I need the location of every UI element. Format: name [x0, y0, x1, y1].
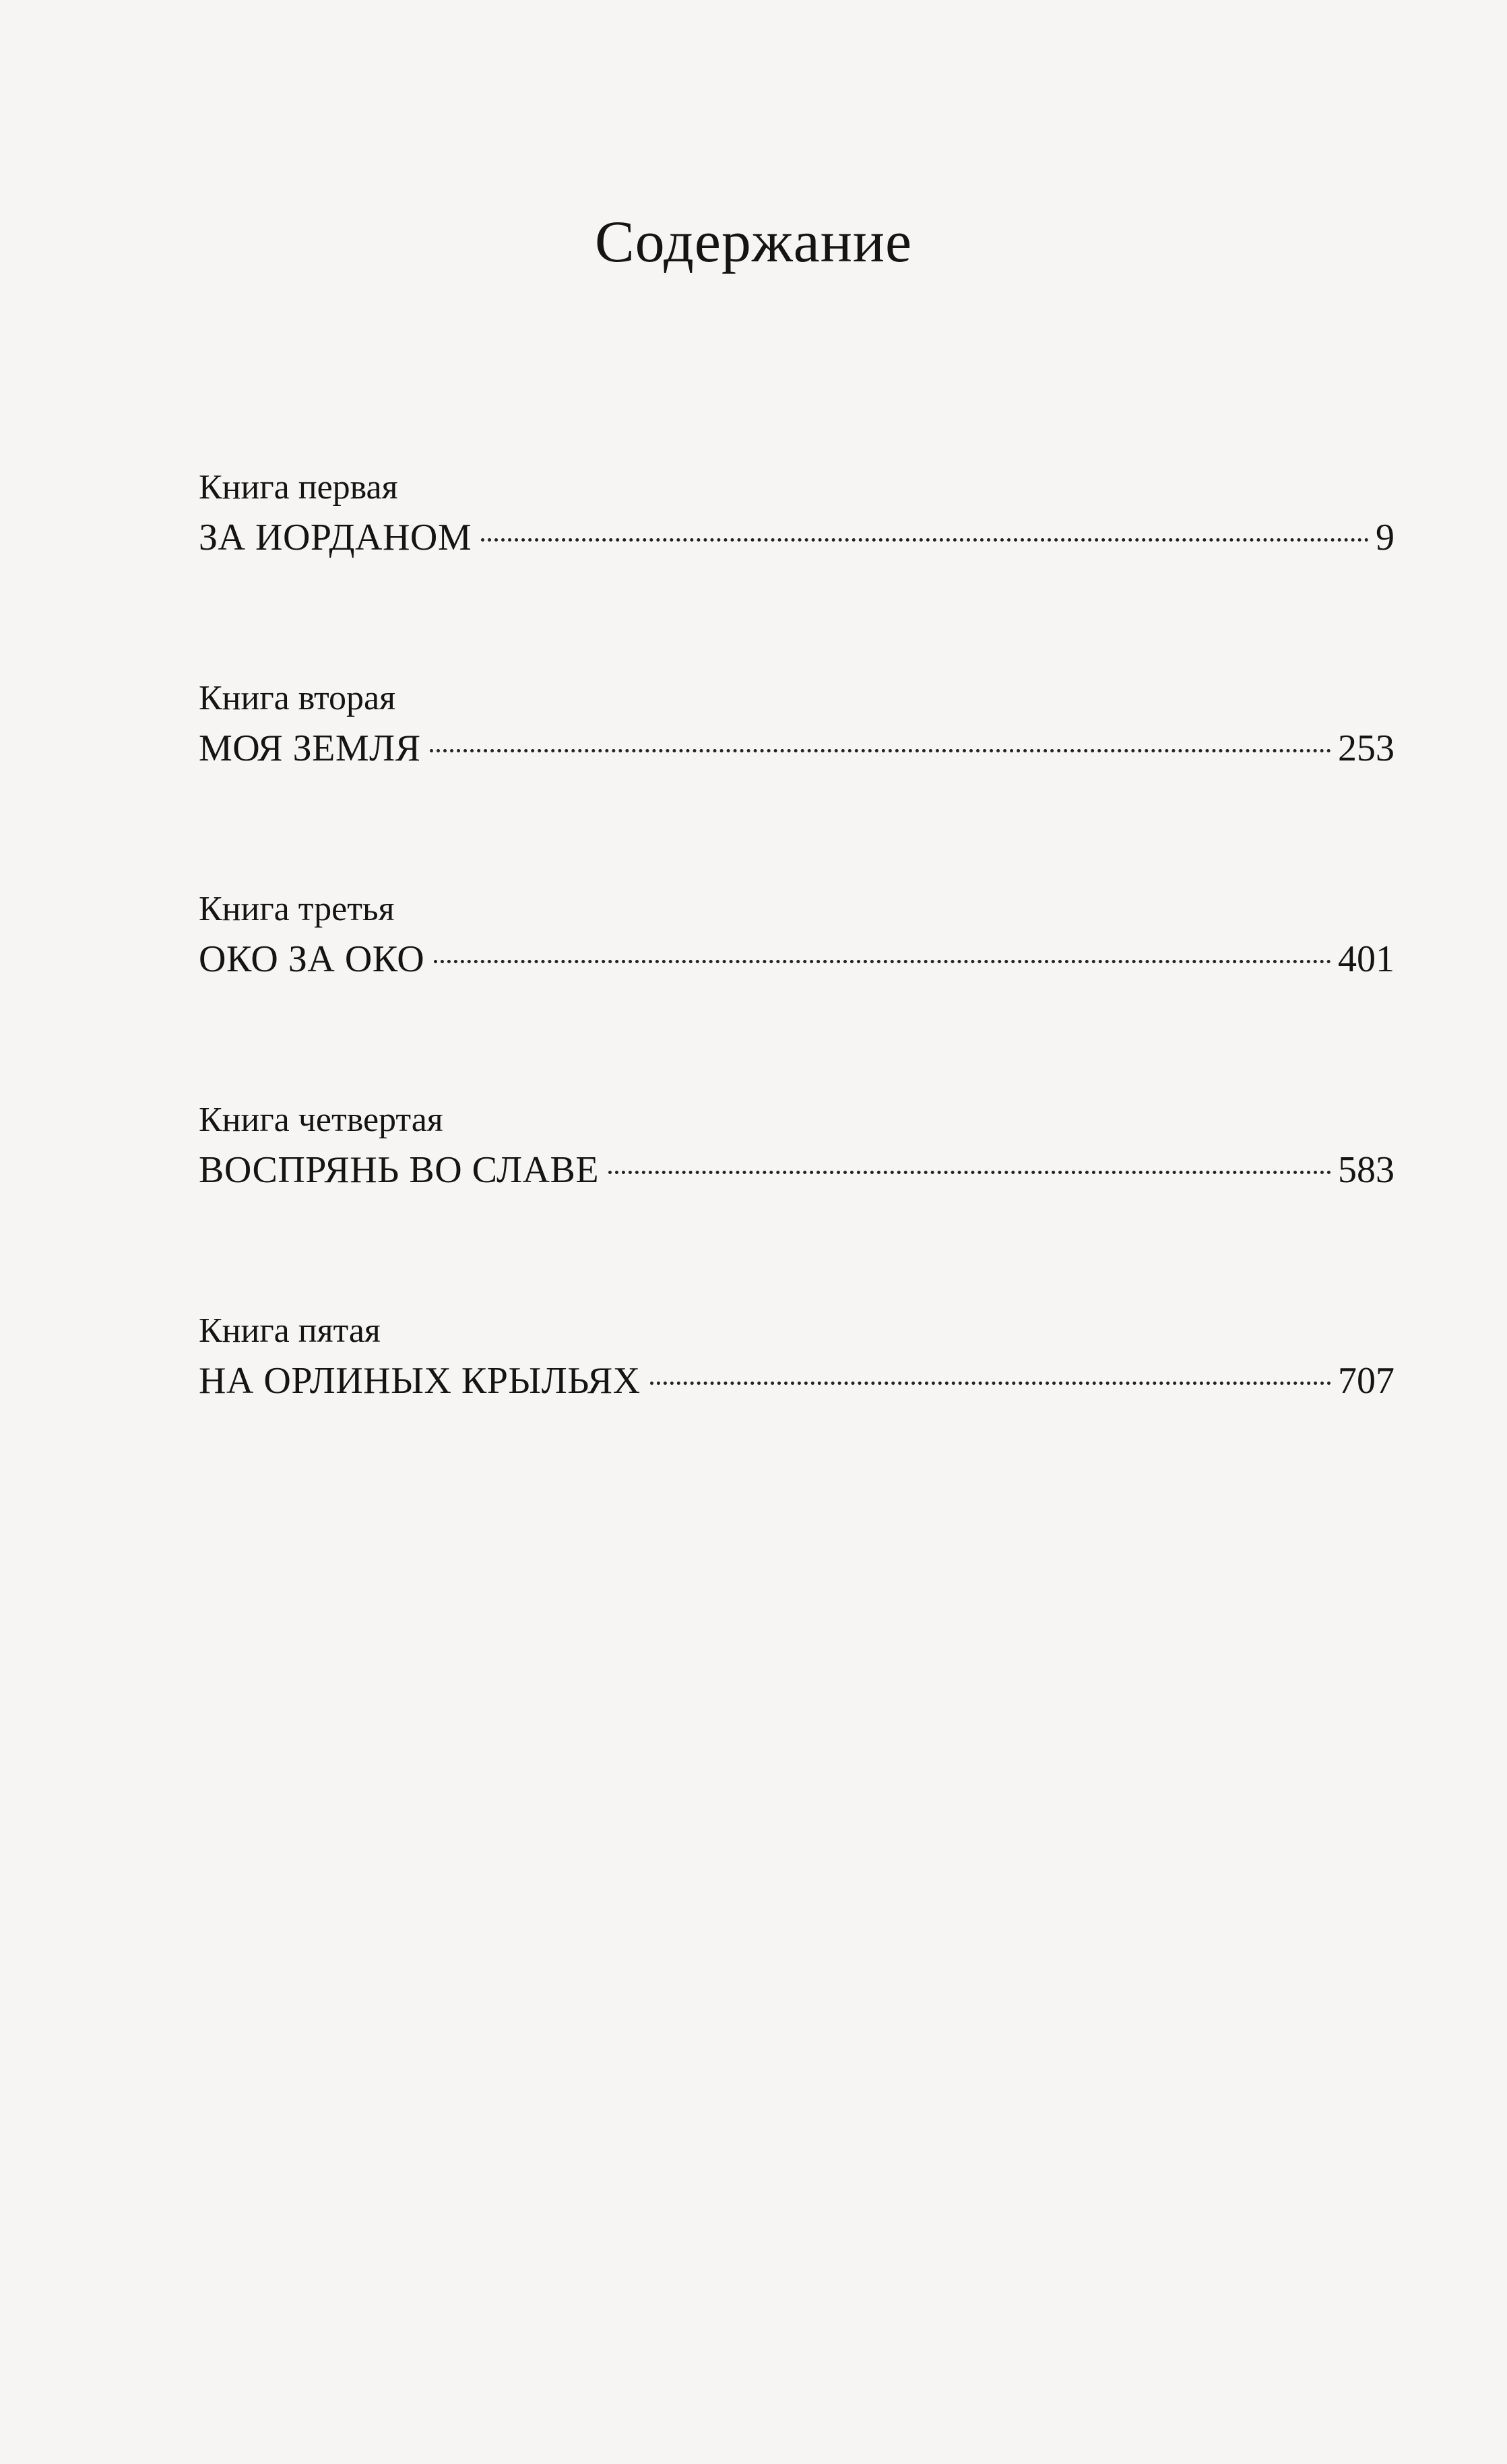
toc-entry-book-2 — [199, 676, 1394, 886]
toc-entry-book-4 — [199, 1097, 1394, 1308]
page-number: 583 — [1338, 1149, 1394, 1191]
page-number: 253 — [1338, 727, 1394, 769]
dot-leader — [430, 749, 1331, 752]
section-title: ВОСПРЯНЬ ВО СЛАВЕ — [199, 1149, 600, 1191]
book-label: Книга пятая — [199, 1311, 381, 1350]
toc-line — [199, 512, 1394, 563]
section-title: ЗА ИОРДАНОМ — [199, 517, 472, 558]
dot-leader — [434, 960, 1331, 963]
page-number: 401 — [1338, 938, 1394, 980]
toc-entry-book-3 — [199, 886, 1394, 1097]
toc-line — [199, 934, 1394, 985]
book-label: Книга вторая — [199, 679, 396, 717]
section-title: НА ОРЛИНЫХ КРЫЛЬЯХ — [199, 1360, 641, 1402]
page-title: Содержание — [594, 209, 913, 275]
section-title: МОЯ ЗЕМЛЯ — [199, 727, 421, 769]
book-label: Книга третья — [199, 890, 395, 928]
toc-entry-book-1 — [199, 465, 1394, 676]
toc-line — [199, 723, 1394, 774]
table-of-contents — [199, 465, 1394, 1519]
page-number: 707 — [1338, 1360, 1394, 1402]
section-title: ОКО ЗА ОКО — [199, 938, 425, 980]
dot-leader — [608, 1171, 1331, 1174]
book-label: Книга первая — [199, 468, 398, 507]
dot-leader — [481, 538, 1369, 542]
book-label: Книга четвертая — [199, 1101, 443, 1139]
toc-line — [199, 1355, 1394, 1406]
toc-entry-book-5 — [199, 1308, 1394, 1519]
page-number: 9 — [1376, 517, 1394, 558]
dot-leader — [650, 1382, 1331, 1385]
toc-line — [199, 1144, 1394, 1196]
